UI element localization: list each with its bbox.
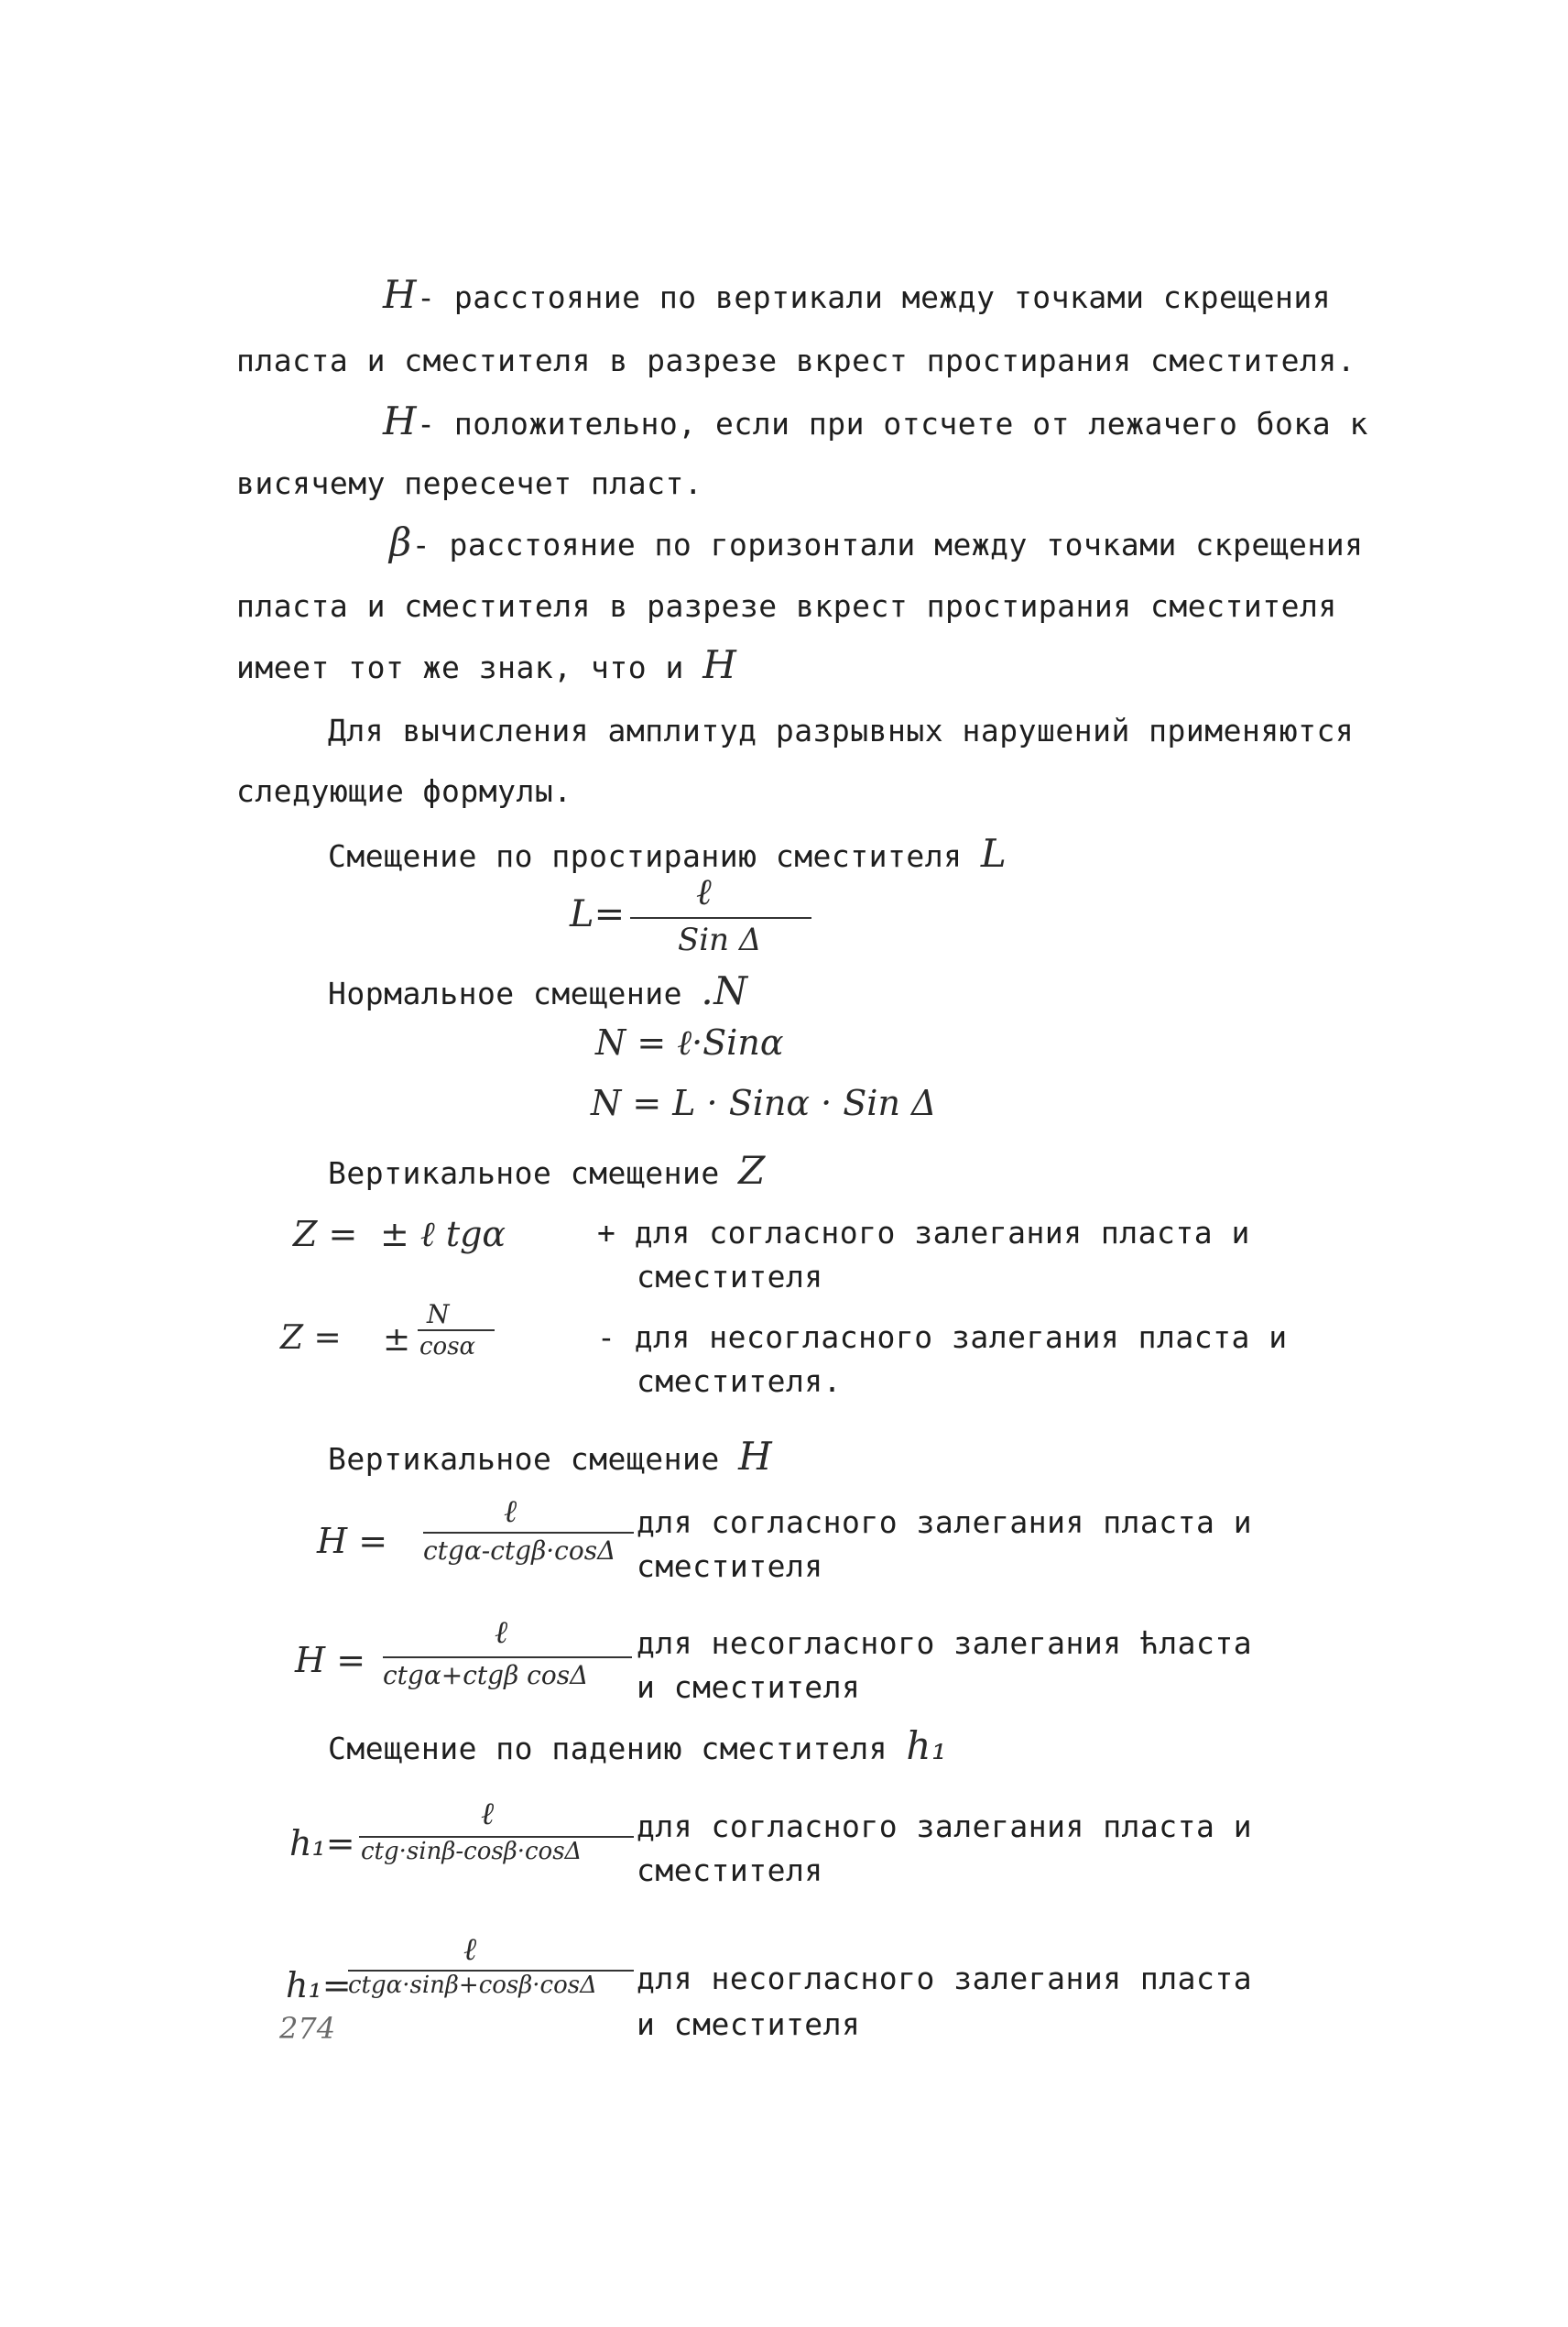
z-formula-2-den: cosα [419, 1333, 476, 1360]
h-symbol: H [383, 399, 418, 443]
n-heading: Нормальное смещение .N [328, 968, 748, 1013]
intro-line2: следующие формулы. [236, 773, 572, 809]
def-h-sign-line2: висячему пересечет пласт. [236, 465, 703, 501]
def-b-line1: β- расстояние по горизонтали между точками скрещения [389, 519, 1364, 564]
hv-formula-2-lhs: H = [295, 1640, 366, 1680]
hv-formula-1-den: ctgα-ctgβ·cosΔ [423, 1535, 616, 1566]
h1-formula-1-text-1: для согласного залегания пласта и [637, 1808, 1253, 1844]
h-symbol: H [383, 272, 418, 317]
hv-heading: Вертикальное смещение H [328, 1434, 773, 1479]
h1-formula-2-den: ctgα·sinβ+cosβ·cosΔ [348, 1972, 597, 1999]
n-formula-1: N = ℓ·Sinα [595, 1022, 784, 1063]
z-formula-1-lhs: Z = [293, 1214, 358, 1254]
z-formula-1-text-1: + для согласного залегания пласта и [597, 1215, 1250, 1251]
hv-formula-1-text-2: сместителя [637, 1548, 823, 1584]
h1-formula-2-num: ℓ [463, 1931, 477, 1968]
h1-formula-1-text-2: сместителя [637, 1852, 823, 1888]
def-h-line2: пласта и сместителя в разрезе вкрест простирания сместителя. [236, 343, 1356, 378]
h1-formula-1-den: ctg·sinβ-cosβ·cosΔ [361, 1838, 583, 1865]
def-h-sign-line1: H- положительно, если при отсчете от лежачего бока к [383, 399, 1368, 443]
intro-line1: Для вычисления амплитуд разрывных нарушений применяются [328, 713, 1355, 748]
hv-fraction-bar-2 [383, 1656, 632, 1658]
h1-symbol: h₁ [906, 1723, 948, 1768]
page-number: 274 [279, 2011, 336, 2046]
l-fraction-bar [630, 917, 811, 919]
def-b-line3: имеет тот же знак, что и H [236, 642, 737, 687]
hv-formula-2-text-2: и сместителя [637, 1669, 861, 1705]
z-formula-1-rhs: ± ℓ tgα [380, 1214, 506, 1254]
z-formula-1-text-2: сместителя [637, 1259, 823, 1295]
hv-formula-1-num: ℓ [504, 1493, 517, 1530]
z-symbol: Z [738, 1148, 766, 1193]
hv-formula-1-lhs: H = [317, 1521, 388, 1561]
h1-formula-2-text-1: для несогласного залегания пласта [637, 1961, 1253, 1996]
z-fraction-bar [418, 1329, 495, 1331]
h1-heading: Смещение по падению сместителя h₁ [328, 1723, 948, 1768]
l-symbol: L [980, 831, 1007, 876]
l-formula-lhs: L= [570, 893, 626, 935]
hv-formula-2-num: ℓ [495, 1614, 508, 1651]
h-symbol: H [738, 1434, 773, 1479]
l-heading: Смещение по простиранию сместителя L [328, 831, 1007, 876]
l-formula-den: Sin Δ [678, 922, 762, 958]
l-formula-num: ℓ [696, 871, 712, 913]
h1-formula-2-lhs: h₁= [286, 1965, 352, 2005]
n-symbol: .N [701, 968, 748, 1013]
z-formula-2-lhs: Z = [280, 1319, 342, 1357]
h-symbol: H [702, 642, 737, 687]
hv-fraction-bar-1 [423, 1532, 634, 1534]
n-formula-2: N = L · Sinα · Sin Δ [591, 1083, 937, 1123]
z-formula-2-text-2: сместителя. [637, 1363, 843, 1399]
hv-formula-1-text-1: для согласного залегания пласта и [637, 1504, 1253, 1540]
hv-formula-2-den: ctgα+ctgβ cosΔ [383, 1660, 589, 1690]
h1-formula-1-lhs: h₁= [289, 1823, 355, 1863]
h1-formula-2-text-2: и сместителя [637, 2006, 861, 2042]
z-formula-2-num: N [427, 1299, 450, 1329]
h1-formula-1-num: ℓ [481, 1796, 495, 1832]
def-h-line1: H- расстояние по вертикали между точками скрещения [383, 272, 1332, 317]
def-b-line2: пласта и сместителя в разрезе вкрест простирания сместителя [236, 588, 1337, 624]
hv-formula-2-text-1: для несогласного залегания ћласта [637, 1625, 1253, 1661]
beta-symbol: β [389, 519, 412, 564]
z-heading: Вертикальное смещение Z [328, 1148, 766, 1193]
z-formula-2-pm: ± [383, 1321, 411, 1359]
z-formula-2-text-1: - для несогласного залегания пласта и [597, 1319, 1288, 1355]
